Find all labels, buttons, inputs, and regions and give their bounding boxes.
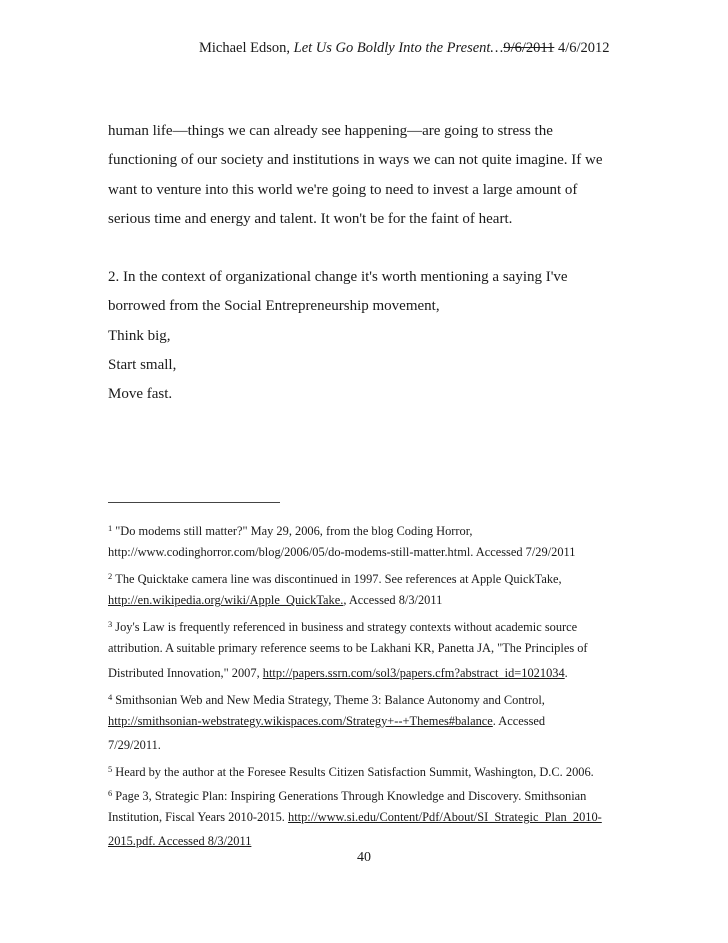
- footnote-3: [108, 612, 628, 636]
- footnote-text: Page 3, Strategic Plan: Inspiring Generations Through Knowledge and Discovery. Smithsonian: [115, 789, 587, 804]
- footnote-text: Joy's Law is frequently referenced in business and strategy contexts without academic source: [115, 620, 578, 635]
- body-line: 2. In the context of organizational change it's worth mentioning a saying I've: [108, 269, 568, 286]
- footnote-4-cont: [108, 733, 628, 757]
- body-line: serious time and energy and talent. It won't be for the faint of heart.: [108, 210, 513, 227]
- footnote-2-cont: [108, 588, 628, 612]
- header-title: Let Us Go Boldly Into the Present…: [293, 40, 504, 56]
- footnote-number: 5: [108, 763, 113, 774]
- footnote-link[interactable]: 2015.pdf. Accessed 8/3/2011: [108, 834, 252, 849]
- footnote-number: 4: [108, 691, 113, 702]
- footnote-link[interactable]: http://papers.ssrn.com/sol3/papers.cfm?abstract_id=1021034: [262, 665, 565, 680]
- footnote-text: The Quicktake camera line was discontinued in 1997. See references at Apple QuickTake,: [115, 572, 562, 587]
- footnote-number: 2: [108, 571, 113, 582]
- header-author: Michael Edson,: [199, 40, 294, 56]
- body-line: Think big,: [108, 327, 171, 344]
- body-line: functioning of our society and institutions in ways we can not quite imagine. If we: [108, 152, 603, 169]
- footnote-number: 3: [108, 619, 113, 630]
- footnotes: [108, 516, 628, 853]
- body-line: Start small,: [108, 357, 177, 374]
- footnote-4: [108, 685, 628, 709]
- footnote-text: . Accessed: [492, 713, 546, 728]
- footnote-number: 1: [108, 523, 113, 533]
- header-new-date: 4/6/2012: [554, 40, 610, 56]
- body-line: borrowed from the Social Entrepreneurship movement,: [108, 298, 440, 315]
- footnote-text: Heard by the author at the Foresee Results Citizen Satisfaction Summit, Washington, D.C. 2006.: [115, 764, 594, 779]
- body-line: want to venture into this world we're going to need to invest a large amount of: [108, 181, 578, 198]
- footnote-5: [108, 757, 628, 781]
- footnote-6-cont: [108, 805, 628, 829]
- footnote-1: [108, 516, 628, 540]
- footnote-text: Smithsonian Web and New Media Strategy, Theme 3: Balance Autonomy and Control,: [115, 692, 545, 707]
- body-line: Move fast.: [108, 386, 173, 403]
- footnote-4-cont: [108, 709, 628, 733]
- footnote-text: attribution. A suitable primary reference seems to be Lakhani KR, Panetta JA, "The Principles of: [108, 641, 588, 656]
- footnote-link[interactable]: http://en.wikipedia.org/wiki/Apple_QuickTake.: [108, 593, 344, 608]
- running-header: [199, 40, 639, 57]
- footnote-text: "Do modems still matter?" May 29, 2006, from the blog Coding Horror,: [115, 524, 473, 538]
- footnote-text: http://www.codinghorror.com/blog/2006/05/do-modems-still-matter.html. Accessed 7/29/2011: [108, 545, 576, 560]
- footnote-3-cont: [108, 636, 628, 660]
- footnote-6: [108, 781, 628, 805]
- footnote-link[interactable]: http://smithsonian-webstrategy.wikispaces.com/Strategy+--+Themes#balance: [108, 713, 493, 728]
- footnote-text: Institution, Fiscal Years 2010-2015.: [108, 810, 289, 825]
- footnote-3-cont: [108, 661, 628, 685]
- footnote-1-cont: [108, 540, 628, 564]
- header-old-date: 9/6/2011: [503, 40, 555, 56]
- footnote-text: 7/29/2011.: [108, 737, 161, 752]
- page-number: 40: [357, 850, 371, 865]
- footnote-text: Distributed Innovation," 2007,: [108, 665, 263, 680]
- footnote-2: [108, 564, 628, 588]
- footnote-link[interactable]: http://www.si.edu/Content/Pdf/About/SI_Strategic_Plan_2010-: [288, 810, 602, 825]
- footnote-text: , Accessed 8/3/2011: [343, 593, 443, 608]
- footnote-number: 6: [108, 788, 113, 799]
- body-line: human life—things we can already see happening—are going to stress the: [108, 123, 553, 139]
- body-text: [108, 117, 628, 410]
- footnote-separator: [108, 502, 280, 503]
- footnote-text: .: [564, 665, 568, 680]
